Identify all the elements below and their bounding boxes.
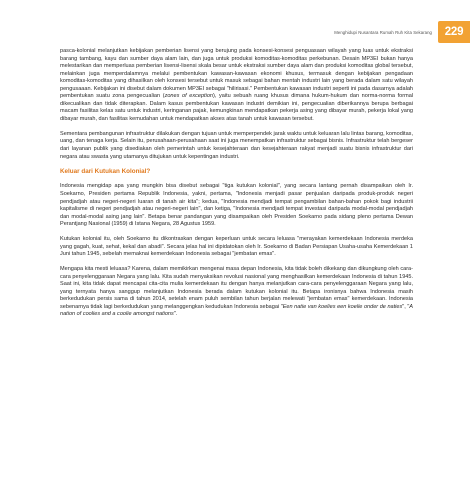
page-header <box>334 21 470 43</box>
page-number: 229 <box>444 26 464 38</box>
paragraph: Kutukan kolonial itu, oleh Soekarno itu dikontraskan dengan keperluan untuk secara leluasa "merayakan kemerdekaan Indonesia merdeka yang gagah, kuat, sehat, kekal dan abadi". Secara jelas hal ini dipidatokan oleh Ir. Soekarno di Badan Persiapan Usaha-usaha Kemerdekaan 1 Juni tahun 1945, sebelah memaknai kemerdekaan Indonesia sebagai "jembatan emas". <box>60 236 413 258</box>
running-head: Menghidupi Nusantara Rumah Ruh Kita Sekarang <box>334 29 432 35</box>
paragraph: pasca-kolonial melanjutkan kebijakan pemberian lisensi yang berujung pada konsesi-konsesi penguasaan wilayah yang luas untuk ekstraksi barang tambang, kayu dan sumber daya alam lain, dan juga untuk produksi komoditas-komoditas perkebunan. Desain MP3EI bukan hanya melestarikan dan memperluas pemberian lisensi-lisensi skala besar untuk ekstraksi sumber daya alam dan produksi komoditas global tersebut, melainkan juga memperdalamnya melalui pembentukan kawasan-kawasan ekonomi khusus, termasuk dengan kebijakan pengadaan komoditas-komoditas yang dihasilkan oleh konsesi tersebut untuk masuk sebagai bahan mentah industri lain yang berada dalam satu wilayah pengusaaan. Kebijakan ini disebut dalam dokumen MP3EI sebagai "hilirisasi." Pembentukan kawasan industri seperti ini pada dasarnya adalah pembentukan suatu zona pengecualian (zones of exception), yaitu sebuah ruang khusus dimana hukum-hukum dan norma-norma formal dikecualikan dan tidak diterapkan. Dalam kasus pembentukan kawasan industri demikian ini, pengecualian diberikannya berupa berbagai macam fasilitas kelas satu untuk industri, keringanan pajak, kemungkinan mendapatkan pekerja asing yang dibayar murah, pekerja lokal yang dibayar murah, dan fasilitas kemudahan untuk mendapatkan akses atas tanah untuk kawasan tersebut. <box>60 48 414 122</box>
paragraph: Mengapa kita mesti leluasa? Karena, dalam memikirkan mengenai masa depan Indonesia, kita tidak boleh dikekang dan dikungkung oleh cara-cara penyelenggaraan Negara yang lalu. Kita sudah menyaksikan revolusi nasional yang menghasilkan kemerdekaan Indonesia di tahun 1945. Saat ini, kita tidak dapat mencapai cita-cita mulia kemerdekaan itu dengan hanya melanjutkan cara-cara penyelenggaraan Negara yang lalu, yang ternyata hanya sanggup melanjutkan Indonesia berada dalam kutukan kolonial itu. Betapa ironisnya bahwa Indonesia masih berkedudukan persis sama di tahun 2014, setelah enam puluh sembilan tahun berjalan melewati "jembatan emas" kemerdekaan. Indonesia sebenarnya tidak lagi berkedudukan yang melanggengkan kedudukan Indonesia sebagai "Een natie van koelies een koelie onder de naties", "A nation of coolies and a coolie amongst nations". <box>60 266 413 318</box>
paragraph: Sementara pembangunan infrastruktur dilakukan dengan tujuan untuk memperpendek jarak waktu untuk keluaran lalu lintas barang, komoditas, uang, dan tenaga kerja. Selain itu, perusahaan-perusahaan saat ini juga menempatkan infrastruktur sebagai bisnis. Infrastruktur telah bergeser dari layanan publik yang disediakan oleh pemerintah untuk kesejahteraan dan kesejahteraan rakyat menjadi suatu bisnis infrastruktur dari negara atau swasta yang utamanya ditujukan untuk kepentingan industri. <box>60 130 413 160</box>
article-body <box>60 48 413 326</box>
section-heading: Keluar dari Kutukan Kolonial? <box>60 168 151 176</box>
page-number-tab <box>438 21 470 43</box>
paragraph: Indonesia mengidap apa yang mungkin bisa disebut sebagai "tiga kutukan kolonial", yang secara lantang pernah disampaikan oleh Ir. Soekarno, Presiden pertama Republik Indonesia, yakni, pertama, "Indonesia menjadi pasar penjualan daripada produk-produk negeri pendjadjah atau negeri-negeri luaran di tanah air kita"; kedua, "Indonesia mendjadi tempat pengambilan bahan-bahan pokok bagi industrii kapitalisme di negeri pendjadjah atau negeri-negeri lain", dan ketiga, "Indonesia mendjadi tempat investasi daripada modal-modal pendjadjah dan modal-modal asing jang lain". Betapa benar pandangan yang disampaikan oleh Presiden Soekarno pada sidang pleno pertama Dewan Perantjang Nasional (1959) di Istana Negara, 28 Agustus 1959. <box>60 183 413 228</box>
